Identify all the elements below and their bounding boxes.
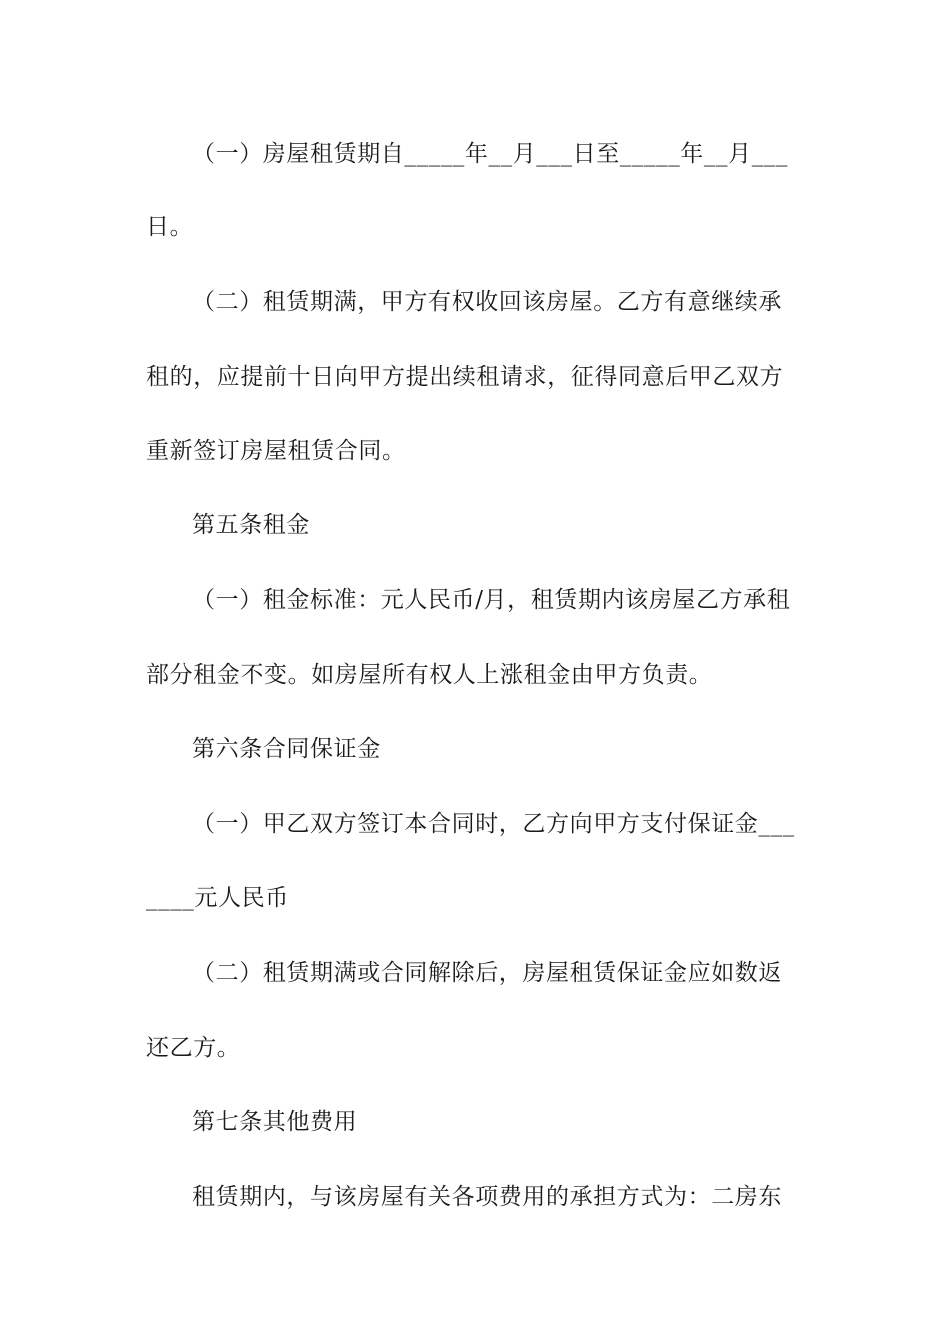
clause-4-2-line-2: 租的，应提前十日向甲方提出续租请求，征得同意后甲乙双方 bbox=[146, 364, 784, 390]
clause-6-2-line-2: 还乙方。 bbox=[146, 1035, 241, 1061]
clause-6-2-line-1: （二）租赁期满或合同解除后，房屋租赁保证金应如数返 bbox=[192, 960, 782, 986]
article-7-body-line-1: 租赁期内，与该房屋有关各项费用的承担方式为：二房东 bbox=[192, 1184, 782, 1210]
article-7-heading: 第七条其他费用 bbox=[192, 1109, 358, 1135]
clause-5-1-line-1: （一）租金标准：元人民币/月，租赁期内该房屋乙方承租 bbox=[192, 587, 791, 613]
clause-4-1-line-2: 日。 bbox=[146, 214, 194, 240]
clause-6-1-line-1: （一）甲乙双方签订本合同时，乙方向甲方支付保证金___ bbox=[192, 811, 795, 837]
clause-4-2-line-1: （二）租赁期满，甲方有权收回该房屋。乙方有意继续承 bbox=[192, 289, 782, 315]
clause-5-1-line-2: 部分租金不变。如房屋所有权人上涨租金由甲方负责。 bbox=[146, 662, 713, 688]
article-6-heading: 第六条合同保证金 bbox=[192, 736, 381, 762]
clause-6-1-line-2: ____元人民币 bbox=[146, 885, 289, 911]
clause-4-1-line-1: （一）房屋租赁期自_____年__月___日至_____年__月___ bbox=[192, 141, 788, 167]
clause-4-2-line-3: 重新签订房屋租赁合同。 bbox=[146, 438, 406, 464]
article-5-heading: 第五条租金 bbox=[192, 512, 310, 538]
